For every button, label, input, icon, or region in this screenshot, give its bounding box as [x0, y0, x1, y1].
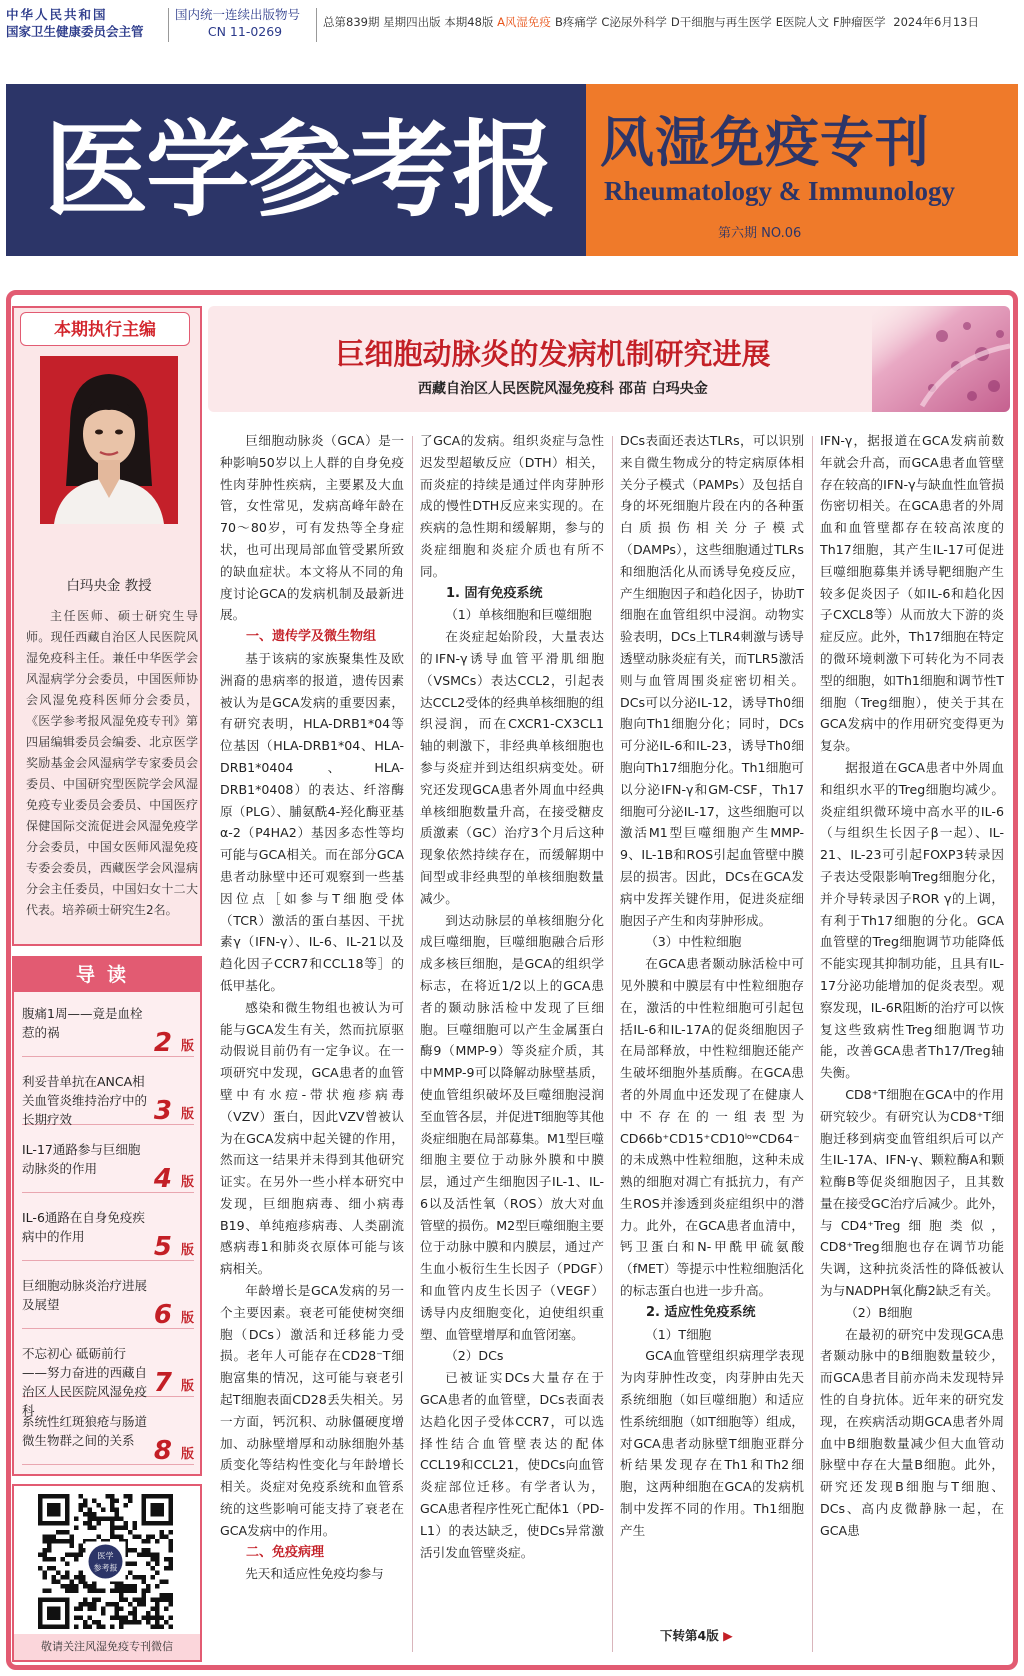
guide-item-page: 5 — [153, 1232, 172, 1262]
page-count: 本期48版 — [444, 15, 494, 29]
qr-caption: 敬请关注风湿免疫专刊微信 — [14, 1634, 200, 1660]
masthead-right — [586, 84, 1018, 256]
edition-label: D干细胞与再生医学 — [670, 15, 772, 29]
guide-item-title: IL-17通路参与巨细胞动脉炎的作用 — [22, 1142, 141, 1176]
guide-item-suffix: 版 — [180, 1175, 194, 1190]
subsection-heading: 1. 固有免疫系统 — [446, 585, 543, 601]
publish-weekday: 星期四出版 — [383, 15, 441, 29]
guide-item-title: 腹痛1周——竟是血栓惹的祸 — [22, 1006, 143, 1040]
guide-item-page: 4 — [153, 1164, 172, 1194]
guide-item-page: 7 — [153, 1368, 172, 1398]
guide-item-title: 系统性红斑狼疮与肠道微生物群之间的关系 — [22, 1414, 148, 1448]
sub-subsection-heading: （1）T细胞 — [645, 1326, 712, 1342]
article-column-1 — [220, 430, 404, 1585]
editor-panel — [12, 306, 202, 946]
guide-item-title: 不忘初心 砥砺前行——努力奋进的西藏自治区人民医院风湿免疫科 — [22, 1346, 148, 1418]
serial-number: CN 11-0269 — [207, 24, 283, 39]
subsection-heading: 2. 适应性免疫系统 — [646, 1304, 756, 1320]
sub-subsection-heading: （1）单核细胞和巨噬细胞 — [445, 607, 592, 623]
article-column-3 — [620, 430, 804, 1542]
guide-item[interactable] — [22, 1276, 194, 1329]
qr-logo-text: 医学 — [97, 1551, 114, 1561]
paragraph: 在最初的研究中发现GCA患者颞动脉中的B细胞数量较少，而GCA患者目前亦尚未发现特异性的自身抗体。近年来的研究发现，在疾病活动期GCA患者外周血中B细胞数量减少但大血管动脉壁中存在大量B细胞。此外，研究还发现B细胞与T细胞、DCs、高内皮微静脉一起，在GCA患 — [820, 1326, 1004, 1538]
paragraph: 已被证实DCs大量存在于GCA患者的血管壁，DCs表面表达趋化因子受体CCR7，可以选择性结合血管壁表达的配体CCL19和CCL21，使DCs向血管炎症部位迁移。有学者认为，GCA患者程序性死亡配体1（PD-L1）的表达缺乏，使DCs异常激活引发血管壁炎症。 — [420, 1370, 604, 1560]
editor-heading: 本期执行主编 — [20, 312, 190, 346]
guide-item-page: 3 — [153, 1096, 172, 1126]
guide-item-suffix: 版 — [180, 1311, 194, 1326]
paragraph: 巨细胞动脉炎（GCA）是一种影响50岁以上人群的自身免疫性肉芽肿性疾病，主要累及大血管，女性常见，发病高峰年龄在70～80岁，可有发热等全身症状，也可出现局部血管受累所致的缺血症状。本文将从不同的角度讨论GCA的发病机制及最新进展。 — [220, 433, 404, 623]
guide-item[interactable] — [22, 1140, 194, 1193]
play-arrow-icon: ▶ — [723, 1628, 733, 1643]
continued-text: 下转第4版 — [660, 1628, 719, 1643]
column-divider — [812, 436, 813, 1652]
paragraph: 在炎症起始阶段，大量表达的IFN-γ诱导血管平滑肌细胞（VSMCs）表达CCL2，引起表达CCL2受体的经典单核细胞的组织浸润，而在CXCR1-CX3CL1轴的刺激下，非经典单核细胞也参与炎症并到达组织病变处。研究还发现GCA患者外周血中经典单核细胞数量升高，在接受糖皮质激素（GC）治疗3个月后这种现象依然持续存在，而缓解期中间型或非经典型的单核细胞数量减少。 — [420, 629, 604, 906]
paragraph: 了GCA的发病。组织炎症与急性迟发型超敏反应（DTH）相关，而炎症的持续是通过伴肉芽肿形成的慢性DTH反应来实现的。在疾病的急性期和缓解期，参与的炎症细胞和炎症介质也有所不同。 — [420, 433, 604, 579]
publisher-block — [6, 6, 166, 40]
paragraph: 年龄增长是GCA发病的另一个主要因素。衰老可能使树突细胞（DCs）激活和迁移能力受损。老年人可能存在CD28⁻T细胞富集的情况，这可能与衰老引起T细胞表面CD28丢失相关。另一方面，钙沉积、动脉僵硬度增加、动脉壁增厚和动脉细胞外基质变化等结构性变化与年龄增长相关。炎症对免疫系统和血管系统的这些影响可能支持了衰老在GCA发病中的作用。 — [220, 1283, 404, 1538]
sub-subsection-heading: （2）B细胞 — [845, 1304, 913, 1320]
masthead-left — [6, 84, 586, 256]
serial-number-block — [175, 6, 315, 40]
paragraph: 在GCA患者颞动脉活检中可见外膜和中膜层有中性粒细胞存在，激活的中性粒细胞可引起包括IL-6和IL-17A的促炎细胞因子在局部释放，中性粒细胞还能产生破坏细胞外基质酶。在GCA患者的外周血中还发现了在健康人中不存在的一组表型为CD66b⁺CD15⁺CD10ˡᵒʷCD64⁻的未成熟中性粒细胞，这种未成熟的细胞对凋亡有抵抗力，有产生ROS并渗透到炎症组织中的潜力。此外，在GCA患者血清中，钙卫蛋白和N-甲酰甲硫氨酸（fMET）等提示中性粒细胞活化的标志蛋白也进一步升高。 — [620, 956, 804, 1299]
guide-item-suffix: 版 — [180, 1447, 194, 1462]
edition-label: B疼痛学 — [554, 15, 598, 29]
divider — [168, 8, 169, 42]
guide-item-page: 6 — [153, 1300, 172, 1330]
column-subtitle: Rheumatology & Immunology — [604, 176, 956, 206]
editor-portrait — [40, 356, 178, 524]
serial-label: 国内统一连续出版物号 — [175, 7, 301, 22]
qr-code-icon[interactable] — [28, 1494, 186, 1630]
histology-image — [872, 306, 1010, 412]
paragraph: IFN-γ，据报道在GCA发病前数年就会升高，而GCA患者血管壁存在较高的IFN-γ与缺血性血管损伤密切相关。在GCA患者的外周血和血管壁都存在较高浓度的Th17细胞，其产生IL-17可促进巨噬细胞募集并诱导靶细胞产生较多促炎因子（如IL-6和趋化因子CXCL8等）从而放大下游的炎症反应。此外，Th17细胞在特定的微环境刺激下可转化为不同表型的细胞，如Th1细胞和调节性T细胞（Treg细胞），使关于其在GCA发病中的作用研究变得更为复杂。 — [820, 433, 1004, 754]
sidebar — [12, 306, 204, 1662]
newspaper-title: 医学参考报 — [44, 108, 555, 231]
top-info-bar — [0, 0, 1024, 60]
qr-logo-text: 参考报 — [93, 1563, 118, 1573]
guide-item-suffix: 版 — [180, 1039, 194, 1054]
edition-label: E医院人文 — [775, 15, 829, 29]
paragraph: 基于该病的家族聚集性及欧洲裔的患病率的报道，遗传因素被认为是GCA发病的重要因素，有研究表明，HLA-DRB1*04等位基因（HLA-DRB1*04、HLA-DRB1*0404、HLA-DRB1*0408）的表达、纤溶酶原（PLG）、脯氨酰4-羟化酶亚基α-2（P4HA2）基因多态性等均可能与GCA相关。而在部分GCA患者动脉壁中还可观察到一些基因位点［如参与T细胞受体（TCR）激活的蛋白基因、干扰素γ（IFN-γ）、IL-6、IL-21以及趋化因子CCR7和CCL18等］的低甲基化。 — [220, 650, 404, 993]
article-title: 巨细胞动脉炎的发病机制研究进展 — [335, 337, 771, 371]
guide-item-suffix: 版 — [180, 1107, 194, 1122]
column-divider — [412, 436, 413, 1652]
paragraph: 先天和适应性免疫均参与 — [245, 1566, 384, 1582]
sub-subsection-heading: （3）中性粒细胞 — [645, 934, 742, 950]
section-heading: 一、遗传学及微生物组 — [246, 629, 377, 645]
guide-item[interactable] — [22, 1072, 194, 1125]
editor-bio: 主任医师、硕士研究生导师。现任西藏自治区人民医院风湿免疫科主任。兼任中华医学会风湿病学分会委员，中国医师协会风湿免疫科医师分会委员，《医学参考报风湿免疫专刊》第四届编辑委员会编委、北京医学奖励基金会风湿病学专家委员会委员、中国研究型医院学会风湿免疫专业委员会委员、中国医疗保健国际交流促进会风湿免疫学分会委员，中国女医师风湿免疫专委会委员，西藏医学会风湿病分会主任委员，中国妇女十二大代表。培养硕士研究生2名。 — [26, 609, 198, 917]
column-issue: 第六期 NO.06 — [718, 226, 802, 241]
paragraph: GCA血管壁组织病理学表现为肉芽肿性改变，肉芽肿由先天系统细胞（如巨噬细胞）和适应性系统细胞（如T细胞等）组成，对GCA患者动脉壁T细胞亚群分析结果发现存在Th1和Th2细胞，这两种细胞在GCA的发病机制中发挥不同的作用。Th1细胞产生 — [620, 1348, 805, 1538]
guide-item-page: 8 — [153, 1436, 172, 1466]
portrait-image — [40, 356, 178, 524]
guide-item[interactable] — [22, 1412, 194, 1465]
article-header — [208, 306, 1010, 412]
guide-item-title: 巨细胞动脉炎治疗进展及展望 — [22, 1278, 148, 1312]
guide-item-title: 利妥昔单抗在ANCA相关血管炎维持治疗中的长期疗效 — [22, 1074, 148, 1127]
article-author: 西藏自治区人民医院风湿免疫科 邵苗 白玛央金 — [418, 381, 708, 397]
publisher-authority: 国家卫生健康委员会主管 — [6, 24, 144, 39]
guide-item[interactable] — [22, 1208, 194, 1261]
column-divider — [612, 436, 613, 1652]
guide-item[interactable] — [22, 1344, 194, 1418]
paragraph: 感染和微生物组也被认为可能与GCA发生有关，然而抗原驱动假说目前仍有一定争议。在一项研究中发现，GCA患者的血管壁中有水痘-带状疱疹病毒（VZV）蛋白，因此VZV曾被认为在GCA发病中起关键的作用，然而这一结果并未得到其他研究证实。在另外一些小样本研究中发现，巨细胞病毒、细小病毒B19、单纯疱疹病毒、人类副流感病毒1和肺炎衣原体可能与该病相关。 — [220, 999, 404, 1277]
guide-panel — [12, 956, 202, 1476]
issue-number: 总第839期 — [323, 15, 380, 29]
edition-list — [497, 15, 890, 29]
paragraph: 据报道在GCA患者中外周血和组织水平的Treg细胞均减少。炎症组织微环境中高水平的IL-6（与组织生长因子β一起）、IL-21、IL-23可引起FOXP3转录因子表达受限影响Treg细胞分化，并介导转录因子ROR γ的上调，有利于Th17细胞的分化。GCA血管壁的Treg细胞调节功能降低不能实现其抑制功能，且具有IL-17分泌功能增加的促炎表型。观察发现，IL-6R阻断的治疗可以恢复这些致病性Treg细胞调节功能，改善GCA患者Th17/Treg轴失衡。 — [820, 759, 1004, 1081]
editor-name: 白玛央金 教授 — [66, 578, 152, 594]
sub-subsection-heading: （2）DCs — [445, 1348, 504, 1364]
publisher-country: 中华人民共和国 — [6, 7, 108, 22]
guide-item-title: IL-6通路在自身免疫疾病中的作用 — [22, 1210, 145, 1244]
divider — [316, 8, 317, 42]
article-body — [220, 430, 1010, 1656]
guide-heading: 导读 — [14, 958, 200, 992]
qr-panel — [12, 1484, 202, 1662]
paragraph: 到达动脉层的单核细胞分化成巨噬细胞，巨噬细胞融合后形成多核巨细胞，是GCA的组织学标志，在将近1/2以上的GCA患者的颞动脉活检中发现了巨细胞。巨噬细胞可以产生金属蛋白酶9（MMP-9）等炎症介质，其中MMP-9可以降解动脉壁基质，使血管组织破坏及巨噬细胞浸润至血管各层，并促进T细胞等其他炎症细胞在局部募集。M1型巨噬细胞主要位于动脉外膜和中膜层，通过产生细胞因子IL-1、IL-6以及活性氧（ROS）放大对血管壁的损伤。M2型巨噬细胞主要位于动脉中膜和内膜层，通过产生血小板衍生生长因子（PDGF）和血管内皮生长因子（VEGF）诱导内皮细胞变化，迫使组织重塑、血管壁增厚和血管闭塞。 — [420, 912, 605, 1342]
column-title: 风湿免疫专刊 — [600, 110, 930, 174]
issue-info — [323, 14, 979, 30]
section-heading: 二、免疫病理 — [246, 1544, 325, 1560]
guide-item-page: 2 — [153, 1028, 172, 1058]
guide-item-suffix: 版 — [180, 1379, 194, 1394]
edition-label: F肿瘤医学 — [832, 15, 886, 29]
guide-item-suffix: 版 — [180, 1243, 194, 1258]
continued-note[interactable] — [660, 1626, 733, 1644]
issue-date: 2024年6月13日 — [893, 15, 979, 29]
edition-label: A风湿免疫 — [497, 15, 551, 29]
article-column-2 — [420, 430, 604, 1563]
article-column-4 — [820, 430, 1004, 1542]
guide-item[interactable] — [22, 1004, 194, 1057]
edition-label: C泌尿外科学 — [601, 15, 667, 29]
paragraph: DCs表面还表达TLRs，可以识别来自微生物成分的特定病原体相关分子模式（PAMPs）及包括自身的坏死细胞片段在内的各种蛋白质损伤相关分子模式（DAMPs），这些细胞通过TLRs和细胞活化从而诱导免疫反应，产生细胞因子和趋化因子，协助T细胞在血管组织中浸润。动物实验表明，DCs上TLR4刺激与诱导透壁动脉炎症有关，而TLR5激活则与血管周围炎症密切相关。DCs可以分泌IL-12，诱导Th0细胞向Th1细胞分化；同时，DCs可分泌IL-6和IL-23，诱导Th0细胞向Th17细胞分化。Th1细胞可以分泌IFN-γ和GM-CSF，Th17细胞可分泌IL-17，这些细胞可以激活M1型巨噬细胞产生MMP-9、IL-1B和ROS引起血管壁中膜层的损害。因此，DCs在GCA发病中发挥关键作用，促进炎症细胞因子产生和肉芽肿形成。 — [620, 433, 805, 928]
paragraph: CD8⁺T细胞在GCA中的作用研究较少。有研究认为CD8⁺T细胞迁移到病变血管组织后可以产生IL-17A、IFN-γ、颗粒酶A和颗粒酶B等促炎细胞因子，且其数量在接受GC治疗后减少。此外，与CD4⁺Treg细胞类似，CD8⁺Treg细胞也存在调节功能失调，这种抗炎活性的降低被认为与NADPH氧化酶2缺乏有关。 — [820, 1086, 1004, 1299]
